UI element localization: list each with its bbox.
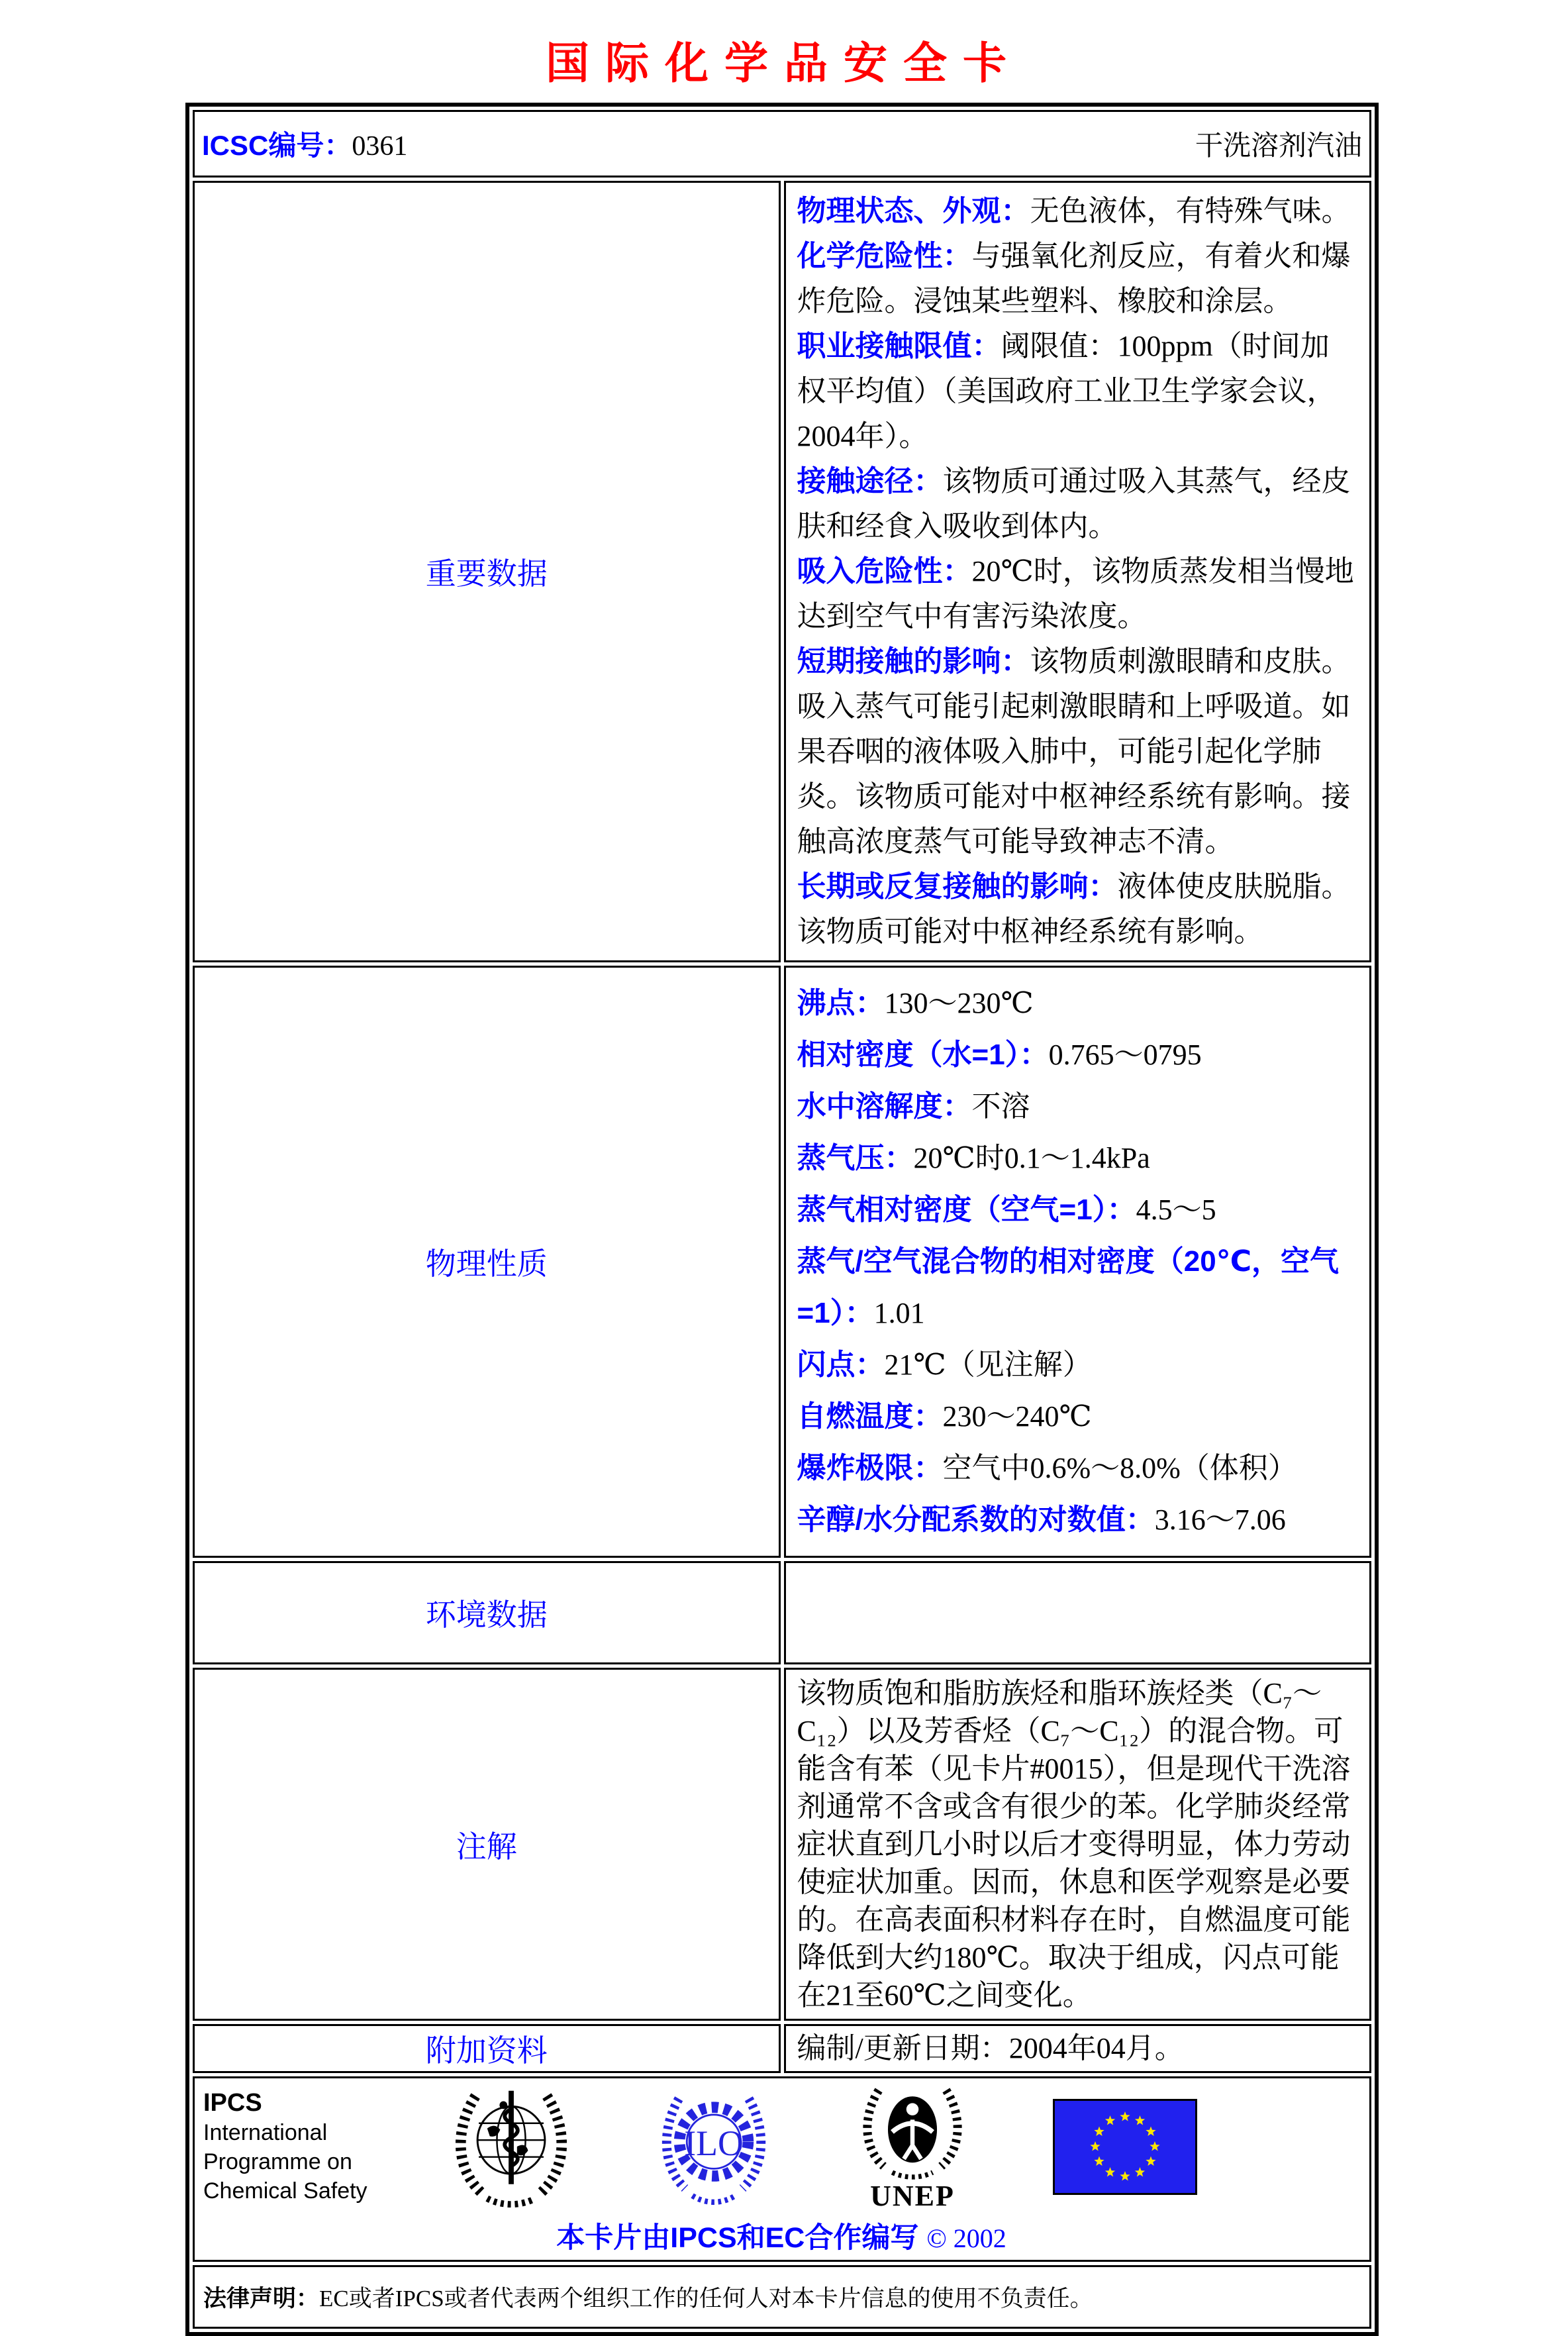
physical-properties-list <box>787 968 1369 1555</box>
item-label: 闪点： <box>797 1348 885 1381</box>
item-label: 辛醇/水分配系数的对数值： <box>797 1503 1155 1536</box>
physical-property-item <box>797 1494 1359 1546</box>
important-data-cell <box>784 181 1372 962</box>
item-text: 与强氧化剂反应，有着火和爆炸危险。浸蚀某些塑料、橡胶和涂层。 <box>797 240 1351 317</box>
important-data-item <box>797 189 1359 234</box>
legal-text: EC或者IPCS或者代表两个组织工作的任何人对本卡片信息的使用不负责任。 <box>319 2286 1093 2311</box>
item-label: 长期或反复接触的影响： <box>797 870 1118 903</box>
chemical-name: 干洗溶剂汽油 <box>1195 131 1362 162</box>
notes-row <box>193 1668 1371 2021</box>
item-text: 液体使皮肤脱脂。该物质可能对中枢神经系统有影响。 <box>797 870 1351 948</box>
item-label: 吸入危险性： <box>797 555 972 587</box>
ilo-letters: ILO <box>683 2123 744 2163</box>
item-text: 3.16～7.06 <box>1154 1503 1286 1536</box>
unep-label: UNEP <box>870 2180 955 2212</box>
copyright-text: © 2002 <box>926 2223 1006 2253</box>
ipcs-line: Programme on <box>203 2149 352 2174</box>
important-data-item <box>797 324 1359 459</box>
icsc-number-label: ICSC编号： <box>202 130 352 161</box>
legal-row <box>193 2265 1371 2329</box>
additional-info-cell <box>784 2024 1372 2073</box>
legal-notice <box>195 2268 1369 2326</box>
row-label-physical-properties: 物理性质 <box>193 966 781 1558</box>
logos-strip <box>203 2082 1359 2211</box>
page-title: 国际化学品安全卡 <box>546 38 1022 87</box>
ipcs-line: International <box>203 2120 328 2145</box>
item-text: 230～240℃ <box>942 1400 1092 1433</box>
row-label-important-data: 重要数据 <box>193 181 781 962</box>
item-text: 1.01 <box>873 1297 925 1329</box>
physical-property-item <box>797 1133 1359 1184</box>
item-text: 无色液体，有特殊气味。 <box>1030 195 1351 227</box>
item-text: 130～230℃ <box>884 987 1034 1019</box>
logos-end-spacer <box>1280 2143 1359 2150</box>
item-label: 职业接触限值： <box>797 330 1001 362</box>
eu-flag-icon <box>1053 2099 1197 2195</box>
cooperation-caption <box>203 2215 1359 2256</box>
important-data-item <box>797 234 1359 324</box>
unep-block <box>854 2082 971 2211</box>
item-text: 20℃时0.1～1.4kPa <box>913 1142 1150 1174</box>
item-label: 水中溶解度： <box>797 1090 972 1123</box>
item-label: 接触途径： <box>797 465 943 497</box>
physical-property-item <box>797 1391 1359 1443</box>
ilo-emblem-icon <box>656 2083 772 2210</box>
important-data-list <box>787 183 1369 960</box>
ipcs-line: Chemical Safety <box>203 2178 368 2204</box>
item-text: 该物质刺激眼睛和皮肤。吸入蒸气可能引起刺激眼睛和上呼吸道。如果吞咽的液体吸入肺中，可能引起化学肺炎。该物质可能对中枢神经系统有影响。接触高浓度蒸气可能导致神志不清。 <box>797 645 1351 858</box>
ipcs-text-block <box>203 2088 368 2206</box>
item-text: 21℃（见注解） <box>884 1348 1092 1381</box>
item-text: 不溶 <box>971 1090 1030 1123</box>
icsc-number-value: 0361 <box>352 131 408 162</box>
item-label: 蒸气相对密度（空气=1）： <box>797 1193 1136 1226</box>
item-text: 阈限值：100ppm（时间加权平均值）（美国政府工业卫生学家会议，2004年）。 <box>797 330 1336 452</box>
notes-cell <box>784 1668 1372 2021</box>
additional-info-row <box>193 2024 1371 2073</box>
important-data-item <box>797 459 1359 549</box>
row-label-environmental-data: 环境数据 <box>193 1561 781 1664</box>
physical-properties-cell <box>784 966 1372 1558</box>
ipcs-abbr: IPCS <box>203 2089 262 2117</box>
header-cell <box>193 110 1371 178</box>
physical-property-item <box>797 1339 1359 1391</box>
important-data-row <box>193 181 1371 962</box>
logos-cell <box>193 2076 1371 2262</box>
item-label: 自燃温度： <box>797 1400 943 1433</box>
environmental-data-empty <box>787 1564 1369 1662</box>
item-text: 20℃时，该物质蒸发相当慢地达到空气中有害污染浓度。 <box>797 555 1354 633</box>
physical-property-item <box>797 978 1359 1029</box>
legal-label: 法律声明： <box>203 2286 320 2311</box>
item-text: 该物质可通过吸入其蒸气，经皮肤和经食入吸收到体内。 <box>797 465 1351 542</box>
item-text: 空气中0.6%～8.0%（体积） <box>942 1452 1297 1484</box>
legal-cell <box>193 2265 1371 2329</box>
item-text: 4.5～5 <box>1136 1193 1216 1226</box>
item-label: 相对密度（水=1）： <box>797 1039 1049 1071</box>
caption-text: 本卡片由IPCS和EC合作编写 <box>556 2222 919 2254</box>
icsc-number-group <box>202 124 407 164</box>
row-label-notes: 注解 <box>193 1668 781 2021</box>
icsc-card-table <box>185 103 1379 2336</box>
environmental-data-cell <box>784 1561 1372 1664</box>
header-flex <box>195 113 1369 175</box>
icsc-card-page <box>0 28 1568 2336</box>
item-label: 蒸气压： <box>797 1142 914 1174</box>
who-emblem-icon <box>450 2083 573 2210</box>
additional-info-text: 编制/更新日期：2004年04月。 <box>797 2032 1184 2064</box>
item-label: 蒸气/空气混合物的相对密度（20℃，空气=1）： <box>797 1245 1339 1329</box>
environmental-data-row <box>193 1561 1371 1664</box>
logos-area <box>195 2079 1369 2259</box>
physical-property-item <box>797 1029 1359 1081</box>
item-text: 0.765～0795 <box>1048 1039 1202 1071</box>
item-label: 物理状态、外观： <box>797 195 1030 227</box>
physical-property-item <box>797 1184 1359 1236</box>
item-label: 爆炸极限： <box>797 1452 943 1484</box>
physical-property-item <box>797 1443 1359 1494</box>
important-data-item <box>797 639 1359 864</box>
notes-text: 该物质饱和脂肪族烃和脂环族烃类（C₇～C₁₂）以及芳香烃（C₇～C₁₂）的混合物。可能含有苯（见卡片#0015），但是现代干洗溶剂通常不含或含有很少的苯。化学肺炎经常症状直到几小时以后才变得明显，体力劳动使症状加重。因而，休息和医学观察是必要的。在高表面积材料存在时，自燃温度可能降低到大约180℃。取决于组成，闪点可能在21至60℃之间变化。 <box>797 1677 1351 2011</box>
physical-properties-row <box>193 966 1371 1558</box>
physical-property-item <box>797 1236 1359 1339</box>
physical-property-item <box>797 1081 1359 1133</box>
unep-emblem-icon <box>854 2082 971 2181</box>
item-label: 沸点： <box>797 987 885 1019</box>
item-label: 化学危险性： <box>797 240 972 272</box>
item-label: 短期接触的影响： <box>797 645 1030 678</box>
important-data-item <box>797 864 1359 954</box>
logos-row <box>193 2076 1371 2262</box>
important-data-item <box>797 549 1359 639</box>
card-header-row <box>193 110 1371 178</box>
row-label-additional-info: 附加资料 <box>193 2024 781 2073</box>
